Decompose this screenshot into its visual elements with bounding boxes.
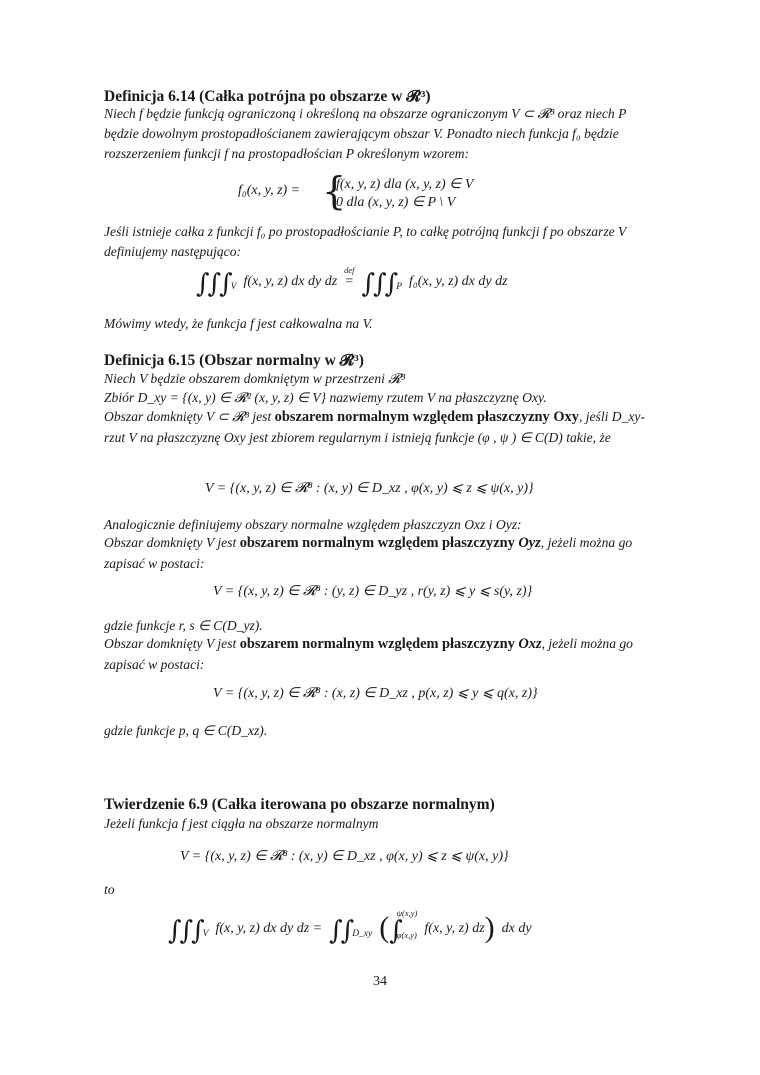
integral-sign: ∫ <box>389 916 401 946</box>
normal-region-oyz-formula: V = {(x, y, z) ∈ 𝓡³ : (y, z) ∈ D_yz , r(y, z) ⩽ y ⩽ s(y, z)} <box>213 584 533 599</box>
definition-normal-oyz: Obszar domknięty V jest obszarem normalnym względem płaszczyzny Oyz, jeżeli można go zapisać w postaci: <box>104 535 633 571</box>
definition-6-15-normal-oxy: Obszar domknięty V ⊂ 𝓡³ jest obszarem normalnym względem płaszczyzny Oxy, jeśli D_xy- rzut V na płaszczyznę Oxy jest zbiorem regularnym i istnieją funkcje (φ , ψ ) ∈ C(D) takie, że <box>104 409 645 445</box>
f0-definition-lhs: f₀(x, y, z) = <box>238 183 301 198</box>
definition-6-14-intro: Niech f będzie funkcją ograniczoną i określoną na obszarze ograniczonym V ⊂ 𝓡³ oraz niech P będzie dowolnym prostopadłościanem zawierającym obszar V. Ponadto niech funkcja f₀ będzie rozszerzeniem funkcji f na prostopadłościan P określonym wzorem: <box>104 106 627 161</box>
triple-integral-definition: $\int\int\int_V$ f(x, y, z) dx dy dz def = $\int\int\int_P$ f₀(x, y, z) dx dy dz <box>196 265 508 299</box>
normal-region-oxz-formula: V = {(x, y, z) ∈ 𝓡³ : (x, z) ∈ D_xz , p(x, z) ⩽ y ⩽ q(x, z)} <box>213 686 538 701</box>
functions-r-s-condition: gdzie funkcje r, s ∈ C(D_yz). <box>104 618 263 633</box>
theorem-6-9-hypothesis: Jeżeli funkcja f jest ciągła na obszarze normalnym <box>104 816 379 831</box>
page-number: 34 <box>373 974 387 989</box>
definition-6-14-text: Jeśli istnieje całka z funkcji f₀ po prostopadłościanie P, to całkę potrójną funkcji f po obszarze V definiujemy następująco: <box>104 224 627 259</box>
triple-integral-sign: ∫∫∫ <box>196 269 231 299</box>
iterated-integral-formula: $\int\int\int_V$ f(x, y, z) dx dy dz = $\int\int_{D\_xy}$ (∫ ψ(x,y) φ(x,y) f(x, y, z) dz) dx dy <box>168 908 532 946</box>
definition-6-14-closing: Mówimy wtedy, że funkcja f jest całkowalna na V. <box>104 316 373 331</box>
functions-p-q-condition: gdzie funkcje p, q ∈ C(D_xz). <box>104 723 268 738</box>
definition-6-15-line-1: Niech V będzie obszarem domkniętym w przestrzeni 𝓡³ <box>104 371 406 386</box>
theorem-6-9-title: Twierdzenie 6.9 (Całka iterowana po obszarze normalnym) <box>104 796 495 813</box>
definition-normal-oxz: Obszar domknięty V jest obszarem normalnym względem płaszczyzny Oxz, jeżeli można go zapisać w postaci: <box>104 636 633 672</box>
definition-6-14-title: Definicja 6.14 (Całka potrójna po obszarze w 𝓡³) <box>104 88 431 105</box>
theorem-to: to <box>104 882 115 897</box>
theorem-normal-region-formula: V = {(x, y, z) ∈ 𝓡³ : (x, y) ∈ D_xz , φ(x, y) ⩽ z ⩽ ψ(x, y)} <box>180 849 509 864</box>
left-brace: { <box>322 169 347 213</box>
definition-6-15-line-2: Zbiór D_xy = {(x, y) ∈ 𝓡² (x, y, z) ∈ V} nazwiemy rzutem V na płaszczyznę Oxy. <box>104 390 547 405</box>
f0-case-2: 0 dla (x, y, z) ∈ P \ V <box>336 195 456 210</box>
definition-6-15-title: Definicja 6.15 (Obszar normalny w 𝓡³) <box>104 352 364 369</box>
f0-case-1: f(x, y, z) dla (x, y, z) ∈ V <box>336 177 474 192</box>
analog-definition-text: Analogicznie definiujemy obszary normalne względem płaszczyzn Oxz i Oyz: <box>104 517 522 532</box>
triple-integral-sign: ∫∫∫ <box>361 269 397 299</box>
triple-integral-sign: ∫∫∫ <box>168 916 203 946</box>
double-integral-sign: ∫∫ <box>329 916 353 946</box>
normal-region-oxy-formula: V = {(x, y, z) ∈ 𝓡³ : (x, y) ∈ D_xz , φ(x, y) ⩽ z ⩽ ψ(x, y)} <box>205 481 534 496</box>
